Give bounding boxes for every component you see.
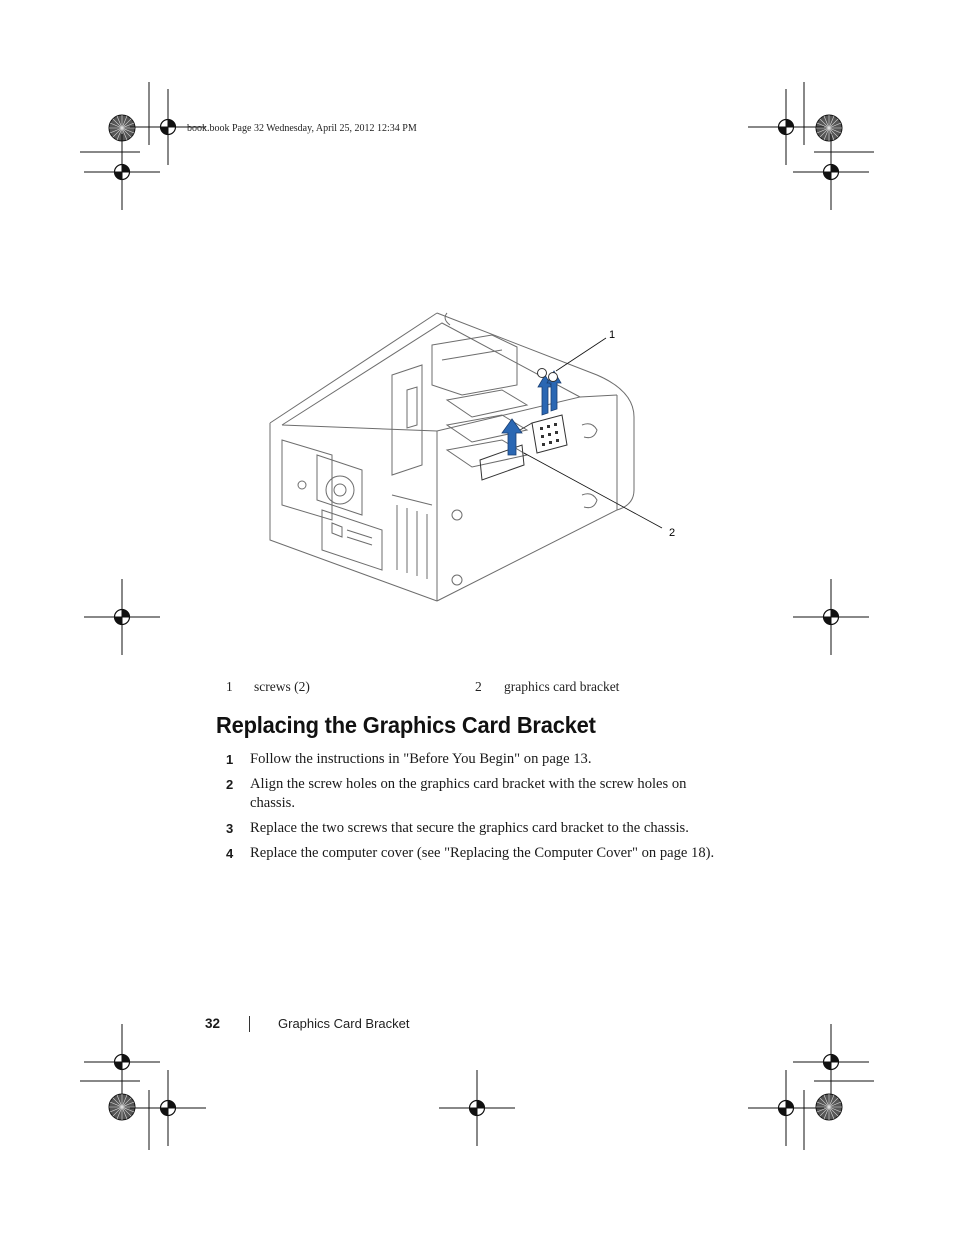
step-item bbox=[226, 775, 726, 813]
legend-number-1: 1 bbox=[226, 679, 233, 694]
callout-number-2: 2 bbox=[669, 527, 676, 539]
step-number: 2 bbox=[226, 777, 234, 792]
step-item bbox=[226, 819, 726, 838]
step-number: 1 bbox=[226, 752, 234, 767]
legend-label-bracket: graphics card bracket bbox=[504, 679, 620, 694]
print-slug-line: book.book Page 32 Wednesday, April 25, 2012 12:34 PM bbox=[187, 123, 417, 134]
computer-chassis-illustration bbox=[262, 305, 694, 615]
step-number: 4 bbox=[226, 846, 234, 861]
step-text: Align the screw holes on the graphics card bracket with the screw holes on chassis. bbox=[250, 776, 687, 811]
step-text: Follow the instructions in "Before You Begin" on page 13. bbox=[250, 751, 592, 767]
callout-number-1: 1 bbox=[609, 329, 616, 341]
step-item bbox=[226, 844, 726, 863]
page-number: 32 bbox=[205, 1016, 221, 1031]
step-text: Replace the two screws that secure the graphics card bracket to the chassis. bbox=[250, 820, 689, 836]
footer-chapter-title: Graphics Card Bracket bbox=[278, 1016, 410, 1031]
procedure-steps bbox=[226, 750, 726, 869]
section-heading: Replacing the Graphics Card Bracket bbox=[216, 712, 596, 738]
legend-number-2: 2 bbox=[475, 679, 482, 694]
step-item bbox=[226, 750, 726, 769]
footer-divider bbox=[249, 1016, 250, 1032]
step-number: 3 bbox=[226, 821, 234, 836]
step-text: Replace the computer cover (see "Replacing the Computer Cover" on page 18). bbox=[250, 845, 715, 861]
legend-label-screws: screws (2) bbox=[254, 679, 310, 694]
